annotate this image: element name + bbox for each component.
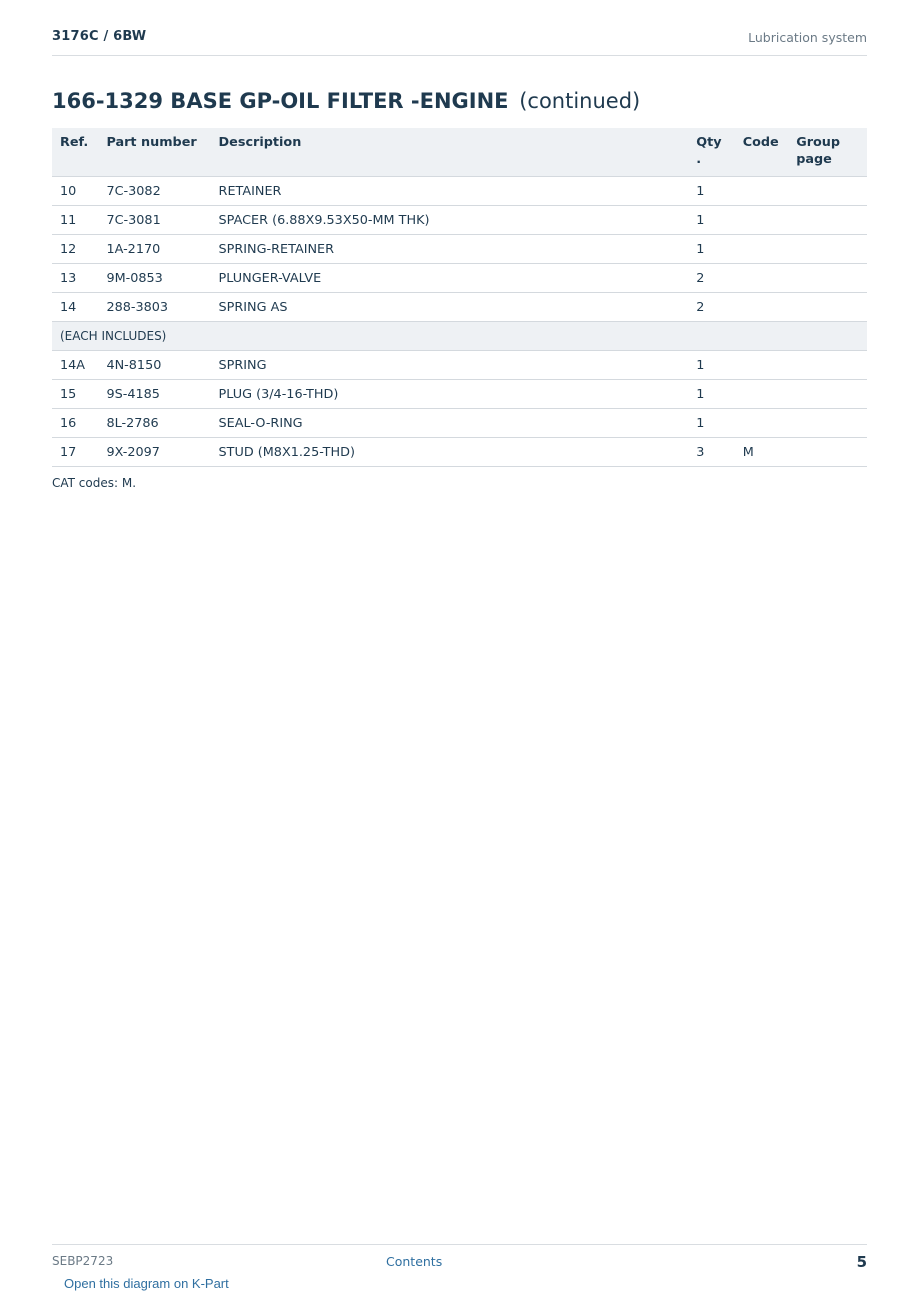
table-row <box>52 380 867 409</box>
col-qty <box>688 128 734 177</box>
table-header-row <box>52 128 867 177</box>
cell-ref: 11 <box>52 206 98 235</box>
table-row <box>52 351 867 380</box>
cell-qty: 1 <box>688 380 734 409</box>
cell-description: SPRING <box>211 351 689 380</box>
group-row-label: (EACH INCLUDES) <box>52 322 867 351</box>
cell-ref: 16 <box>52 409 98 438</box>
cell-ref: 14 <box>52 293 98 322</box>
model-label: 3176C / 6BW <box>52 29 147 44</box>
contents-link[interactable]: Contents <box>386 1254 443 1269</box>
cell-group-page <box>788 264 867 293</box>
cell-part-number: 9M-0853 <box>98 264 210 293</box>
cell-code <box>735 177 789 206</box>
table-row <box>52 409 867 438</box>
col-group-page <box>788 128 867 177</box>
parts-table <box>52 128 867 467</box>
cell-part-number: 4N-8150 <box>98 351 210 380</box>
page-number: 5 <box>856 1253 867 1271</box>
group-row <box>52 322 867 351</box>
cell-part-number: 1A-2170 <box>98 235 210 264</box>
col-qty-line2: . <box>696 152 702 167</box>
cell-description: SPACER (6.88X9.53X50-MM THK) <box>211 206 689 235</box>
cell-qty: 1 <box>688 351 734 380</box>
cell-qty: 1 <box>688 409 734 438</box>
cell-group-page <box>788 380 867 409</box>
table-row <box>52 264 867 293</box>
cell-qty: 1 <box>688 235 734 264</box>
col-description: Description <box>211 128 689 177</box>
cell-part-number: 9X-2097 <box>98 438 210 467</box>
cell-qty: 1 <box>688 177 734 206</box>
table-row <box>52 293 867 322</box>
cell-code <box>735 380 789 409</box>
cell-code <box>735 235 789 264</box>
title-part-group: 166-1329 BASE GP-OIL FILTER -ENGINE <box>52 89 509 113</box>
cell-ref: 10 <box>52 177 98 206</box>
table-row <box>52 177 867 206</box>
cell-group-page <box>788 235 867 264</box>
cell-group-page <box>788 293 867 322</box>
table-row <box>52 206 867 235</box>
cell-code <box>735 409 789 438</box>
cell-code <box>735 264 789 293</box>
cell-ref: 15 <box>52 380 98 409</box>
col-ref: Ref. <box>52 128 98 177</box>
table-row <box>52 438 867 467</box>
cell-code <box>735 206 789 235</box>
cell-part-number: 7C-3081 <box>98 206 210 235</box>
cell-description: PLUNGER-VALVE <box>211 264 689 293</box>
cell-description: SPRING-RETAINER <box>211 235 689 264</box>
cell-qty: 2 <box>688 293 734 322</box>
table-row <box>52 235 867 264</box>
cell-code: M <box>735 438 789 467</box>
section-label: Lubrication system <box>748 30 867 45</box>
cell-description: SEAL-O-RING <box>211 409 689 438</box>
cell-description: SPRING AS <box>211 293 689 322</box>
cell-group-page <box>788 438 867 467</box>
cell-qty: 1 <box>688 206 734 235</box>
cell-qty: 3 <box>688 438 734 467</box>
cell-description: STUD (M8X1.25-THD) <box>211 438 689 467</box>
cell-group-page <box>788 409 867 438</box>
col-part-number: Part number <box>98 128 210 177</box>
page-header <box>52 22 867 56</box>
col-code: Code <box>735 128 789 177</box>
cell-part-number: 7C-3082 <box>98 177 210 206</box>
page-footer <box>52 1244 867 1275</box>
col-group-line2: page <box>796 152 832 167</box>
cell-group-page <box>788 351 867 380</box>
title-continued: (continued) <box>519 89 641 113</box>
cell-qty: 2 <box>688 264 734 293</box>
cell-ref: 12 <box>52 235 98 264</box>
cell-description: PLUG (3/4-16-THD) <box>211 380 689 409</box>
col-qty-line1: Qty <box>696 135 722 150</box>
cell-description: RETAINER <box>211 177 689 206</box>
cell-ref: 17 <box>52 438 98 467</box>
cell-group-page <box>788 177 867 206</box>
cell-group-page <box>788 206 867 235</box>
cell-code <box>735 351 789 380</box>
cell-part-number: 9S-4185 <box>98 380 210 409</box>
cell-code <box>735 293 789 322</box>
cell-ref: 13 <box>52 264 98 293</box>
cell-part-number: 8L-2786 <box>98 409 210 438</box>
cell-part-number: 288-3803 <box>98 293 210 322</box>
cat-codes-note: CAT codes: M. <box>52 476 137 490</box>
col-group-line1: Group <box>796 135 841 150</box>
document-id: SEBP2723 <box>52 1254 114 1268</box>
cell-ref: 14A <box>52 351 98 380</box>
open-diagram-link[interactable]: Open this diagram on K-Part <box>64 1276 229 1291</box>
page-title <box>52 89 640 113</box>
